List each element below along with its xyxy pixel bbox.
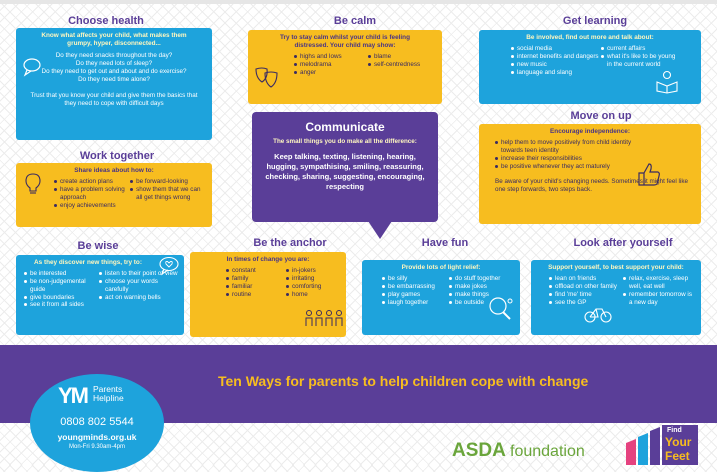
list-item: have a problem solving approach [60, 186, 128, 202]
helpline-hours: Mon-Fri 9.30am-4pm [68, 444, 125, 450]
list-item: blame [374, 53, 420, 61]
get-learning-title: Get learning [562, 15, 628, 27]
work-together-head: Share ideas about how to: [74, 167, 154, 174]
helpline-phone: 0808 802 5544 [60, 416, 134, 428]
banner-title: Ten Ways for parents to help children cope with change [218, 373, 589, 389]
list-item: comforting [292, 282, 322, 290]
communicate-card [252, 112, 438, 222]
look-after-yourself-card [531, 260, 701, 335]
theatre-masks-icon [254, 66, 280, 90]
be-calm-list-2 [366, 53, 420, 77]
question: Do they need time alone? [78, 75, 150, 83]
choose-health-footer: Trust that you know your child and give them the basics that they need to cope with difficult days [30, 92, 198, 108]
have-fun-list-1 [380, 275, 447, 306]
helpline-name-line: Helpline [93, 393, 124, 404]
bicycle-icon [584, 305, 612, 323]
look-after-yourself-list-2 [621, 275, 695, 306]
fyf-feet: Feet [665, 449, 690, 463]
fyf-your: Your [665, 435, 692, 449]
work-together-list-1 [52, 178, 128, 209]
work-together-card [16, 163, 212, 227]
list-item: home [292, 291, 321, 299]
be-calm-head: Try to stay calm whilst your child is feeling distressed. Your child may show: [280, 34, 410, 49]
helpline-name-line: Parents [93, 384, 123, 394]
list-item: familiar [232, 283, 284, 291]
speech-pointer [368, 221, 392, 241]
list-item: anger [300, 69, 366, 77]
fyf-find: Find [667, 427, 682, 434]
be-the-anchor-title: Be the anchor [253, 237, 327, 249]
list-item: create action plans [60, 178, 128, 186]
look-after-yourself-lists [537, 275, 695, 306]
choose-health-questions [22, 52, 206, 83]
list-item: internet benefits and dangers [517, 52, 599, 60]
list-item: in-jokers [292, 267, 321, 275]
move-on-up-footer: Be aware of your child's changing needs. Sometimes it might feel like one step forwards, two steps back. [495, 178, 689, 194]
list-item: irritating [292, 275, 321, 283]
move-on-up-list [485, 139, 695, 170]
reading-person-icon [654, 70, 680, 94]
have-fun-title: Have fun [421, 237, 469, 249]
thumbs-up-icon [636, 160, 662, 188]
communicate-title: Communicate [305, 120, 385, 134]
be-wise-head: As they discover new things, try to: [34, 259, 142, 266]
be-the-anchor-lists [196, 267, 340, 298]
list-item: enjoy achievements [60, 202, 128, 210]
list-item: choose your words carefully [105, 278, 178, 294]
list-item: what it's like to be young in the current world [607, 53, 681, 69]
list-item: lean on friends [555, 275, 621, 283]
be-wise-lists [22, 270, 178, 309]
be-wise-title: Be wise [77, 240, 119, 252]
list-item: relax, exercise, sleep well, eat well [629, 275, 695, 291]
look-after-yourself-head: Support yourself, to best support your child: [548, 264, 684, 271]
list-item: constant [232, 267, 284, 275]
move-on-up-head: Encourage independence: [550, 128, 630, 135]
list-item: be outside [455, 299, 514, 307]
list-item: listen to their point of view [105, 270, 178, 277]
list-item: be non-judgemental guide [30, 278, 97, 294]
list-item: make things [455, 291, 514, 299]
list-item: show them that we can all get things wrong [136, 186, 206, 202]
question: Do they need lots of sleep? [75, 59, 153, 67]
list-item: social media [517, 45, 599, 53]
list-item: language and slang [517, 69, 599, 77]
list-item: act on warning bells [105, 294, 178, 302]
list-item: be positive whenever they act maturely [501, 163, 645, 171]
list-item: laugh together [388, 299, 447, 307]
work-together-list-2 [128, 178, 206, 209]
get-learning-list-1 [509, 45, 599, 76]
list-item: see the GP [555, 299, 621, 307]
helpline-name [93, 385, 124, 404]
list-item: routine [232, 291, 284, 299]
get-learning-head: Be involved, find out more and talk about: [526, 34, 654, 41]
asda-foundation-text: foundation [510, 443, 585, 460]
list-item: remember tomorrow is a new day [629, 291, 695, 307]
work-together-title: Work together [79, 150, 155, 162]
choose-health-head: Know what affects your child, what makes them grumpy, hyper, disconnected... [41, 32, 187, 47]
list-item: melodrama [300, 61, 366, 69]
speech-heart-icon [158, 256, 180, 276]
list-item: offload on other family [555, 283, 621, 291]
list-item: be silly [388, 275, 447, 283]
question: Do they need snacks throughout the day? [55, 52, 173, 59]
list-item: current affairs [607, 45, 681, 53]
list-item: be forward-looking [136, 178, 206, 186]
list-item: self-centredness [374, 60, 421, 68]
list-item: do stuff together [455, 275, 514, 283]
family-group-icon [304, 308, 344, 328]
list-item: see it from all sides [30, 301, 97, 309]
speech-bubbles-icon [22, 56, 44, 78]
be-calm-lists [254, 53, 436, 77]
list-item: new music [517, 61, 599, 69]
youngminds-logo: YM [58, 383, 87, 408]
lightbulb-icon [24, 172, 42, 196]
be-the-anchor-list-2 [284, 267, 321, 298]
look-after-yourself-title: Look after yourself [573, 237, 673, 249]
communicate-subtitle: The small things you do make all the difference: [273, 138, 417, 145]
list-item: increase their responsibilities [501, 155, 645, 163]
list-item: find 'me' time [555, 291, 621, 299]
choose-health-card [16, 28, 212, 140]
list-item: give boundaries [30, 294, 97, 302]
top-strip [0, 0, 717, 4]
list-item: be interested [30, 270, 97, 278]
asda-logo: ASDA [452, 440, 506, 461]
list-item: play games [388, 291, 447, 299]
be-calm-list-1 [292, 53, 366, 77]
helpline-website: youngminds.org.uk [57, 432, 137, 442]
list-item: family [232, 275, 284, 283]
move-on-up-card [479, 124, 701, 224]
question: Do they need to get out and about and do exercise? [41, 67, 187, 75]
move-on-up-title: Move on up [570, 110, 632, 122]
be-the-anchor-list-1 [224, 267, 284, 298]
choose-health-title: Choose health [68, 15, 144, 27]
list-item: highs and lows [300, 53, 366, 61]
ping-pong-icon [488, 296, 514, 322]
be-wise-list-1 [22, 270, 97, 309]
be-the-anchor-head: In times of change you are: [226, 256, 310, 263]
look-after-yourself-list-1 [547, 275, 621, 306]
communicate-body: Keep talking, texting, listening, hearing, hugging, sympathising, smiling, reassuring, checking, sharing, suggesting, encouraging, respecting [265, 151, 425, 192]
have-fun-head: Provide lots of light relief: [401, 264, 481, 271]
work-together-lists [22, 178, 206, 209]
be-calm-title: Be calm [333, 15, 377, 27]
list-item: make jokes [455, 283, 514, 291]
list-item: help them to move positively from child identity towards teen identity [501, 139, 645, 155]
list-item: be embarrassing [388, 283, 447, 291]
